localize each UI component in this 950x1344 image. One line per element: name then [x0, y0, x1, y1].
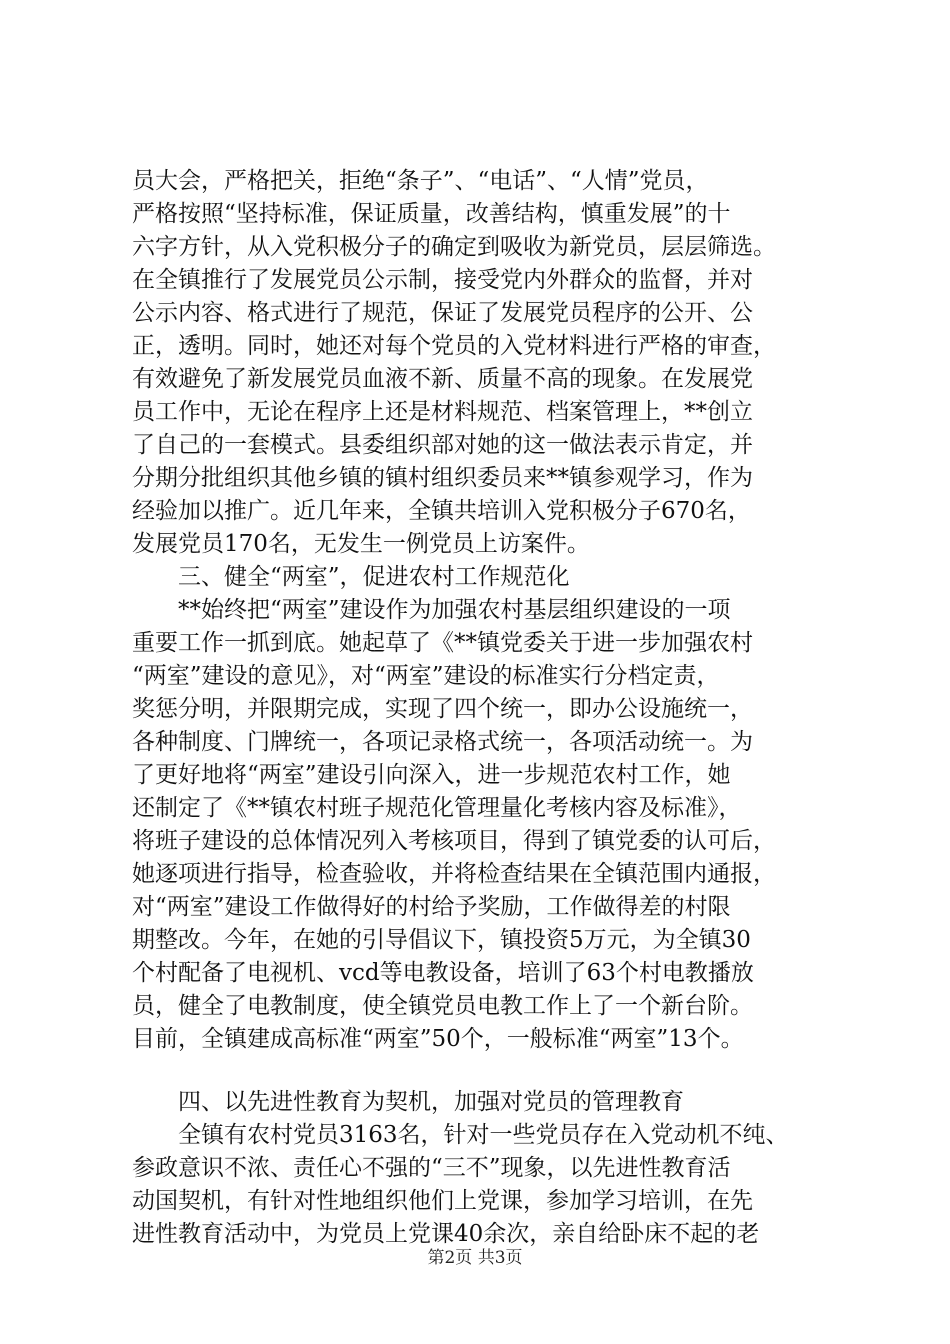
- text-line: 对“两室”建设工作做得好的村给予奖励，工作做得差的村限: [132, 894, 731, 920]
- text-line: 了更好地将“两室”建设引向深入，进一步规范农村工作，她: [132, 762, 731, 788]
- text-line: 员，健全了电教制度，使全镇党员电教工作上了一个新台阶。: [132, 993, 753, 1019]
- text-line: 正，透明。同时，她还对每个党员的入党材料进行严格的审查，: [132, 333, 776, 359]
- text-line: 个村配备了电视机、vcd等电教设备，培训了63个村电教播放: [132, 960, 754, 986]
- text-line: 全镇有农村党员3163名，针对一些党员存在入党动机不纯、: [132, 1122, 789, 1148]
- paragraph-gap: [132, 1056, 822, 1086]
- text-line: 将班子建设的总体情况列入考核项目，得到了镇党委的认可后，: [132, 828, 776, 854]
- text-line: 员大会，严格把关，拒绝“条子”、“电话”、“人情”党员，: [132, 168, 709, 194]
- text-line: “两室”建设的意见》，对“两室”建设的标准实行分档定责，: [132, 663, 720, 689]
- text-line: 还制定了《**镇农村班子规范化管理量化考核内容及标准》，: [132, 795, 742, 821]
- text-line: 有效避免了新发展党员血液不新、质量不高的现象。在发展党: [132, 366, 753, 392]
- page-number: 第2页 共3页: [427, 1248, 523, 1268]
- text-line: 三、健全“两室”，促进农村工作规范化: [132, 564, 570, 590]
- text-line: 了自己的一套模式。县委组织部对她的这一做法表示肯定，并: [132, 432, 753, 458]
- text-line: 她逐项进行指导，检查验收，并将检查结果在全镇范围内通报，: [132, 861, 776, 887]
- text-line: 六字方针，从入党积极分子的确定到吸收为新党员，层层筛选。: [132, 234, 776, 260]
- text-line: 严格按照“坚持标准，保证质量，改善结构，慎重发展”的十: [132, 201, 731, 227]
- text-line: 公示内容、格式进行了规范，保证了发展党员程序的公开、公: [132, 300, 753, 326]
- text-line: 员工作中，无论在程序上还是材料规范、档案管理上，**创立: [132, 399, 753, 425]
- text-line: 参政意识不浓、责任心不强的“三不”现象，以先进性教育活: [132, 1155, 731, 1181]
- paragraph-block-1: [132, 165, 822, 1056]
- paragraph-block-2: [132, 1086, 822, 1251]
- text-line: 发展党员170名，无发生一例党员上访案件。: [132, 531, 590, 557]
- text-line: 各种制度、门牌统一，各项记录格式统一，各项活动统一。为: [132, 729, 753, 755]
- text-line: 经验加以推广。近几年来，全镇共培训入党积极分子670名，: [132, 498, 751, 524]
- text-line: 四、以先进性教育为契机，加强对党员的管理教育: [132, 1089, 684, 1115]
- text-line: 奖惩分明，并限期完成，实现了四个统一，即办公设施统一，: [132, 696, 753, 722]
- text-line: 分期分批组织其他乡镇的镇村组织委员来**镇参观学习，作为: [132, 465, 753, 491]
- text-line: 重要工作一抓到底。她起草了《**镇党委关于进一步加强农村: [132, 630, 753, 656]
- document-body: [132, 165, 822, 1251]
- text-line: 动国契机，有针对性地组织他们上党课，参加学习培训，在先: [132, 1188, 753, 1214]
- text-line: 在全镇推行了发展党员公示制，接受党内外群众的监督，并对: [132, 267, 753, 293]
- text-line: **始终把“两室”建设作为加强农村基层组织建设的一项: [132, 597, 731, 623]
- text-line: 目前，全镇建成高标准“两室”50个，一般标准“两室”13个。: [132, 1026, 744, 1052]
- text-line: 期整改。今年，在她的引导倡议下，镇投资5万元，为全镇30: [132, 927, 751, 953]
- text-line: 进性教育活动中，为党员上党课40余次，亲自给卧床不起的老: [132, 1221, 760, 1247]
